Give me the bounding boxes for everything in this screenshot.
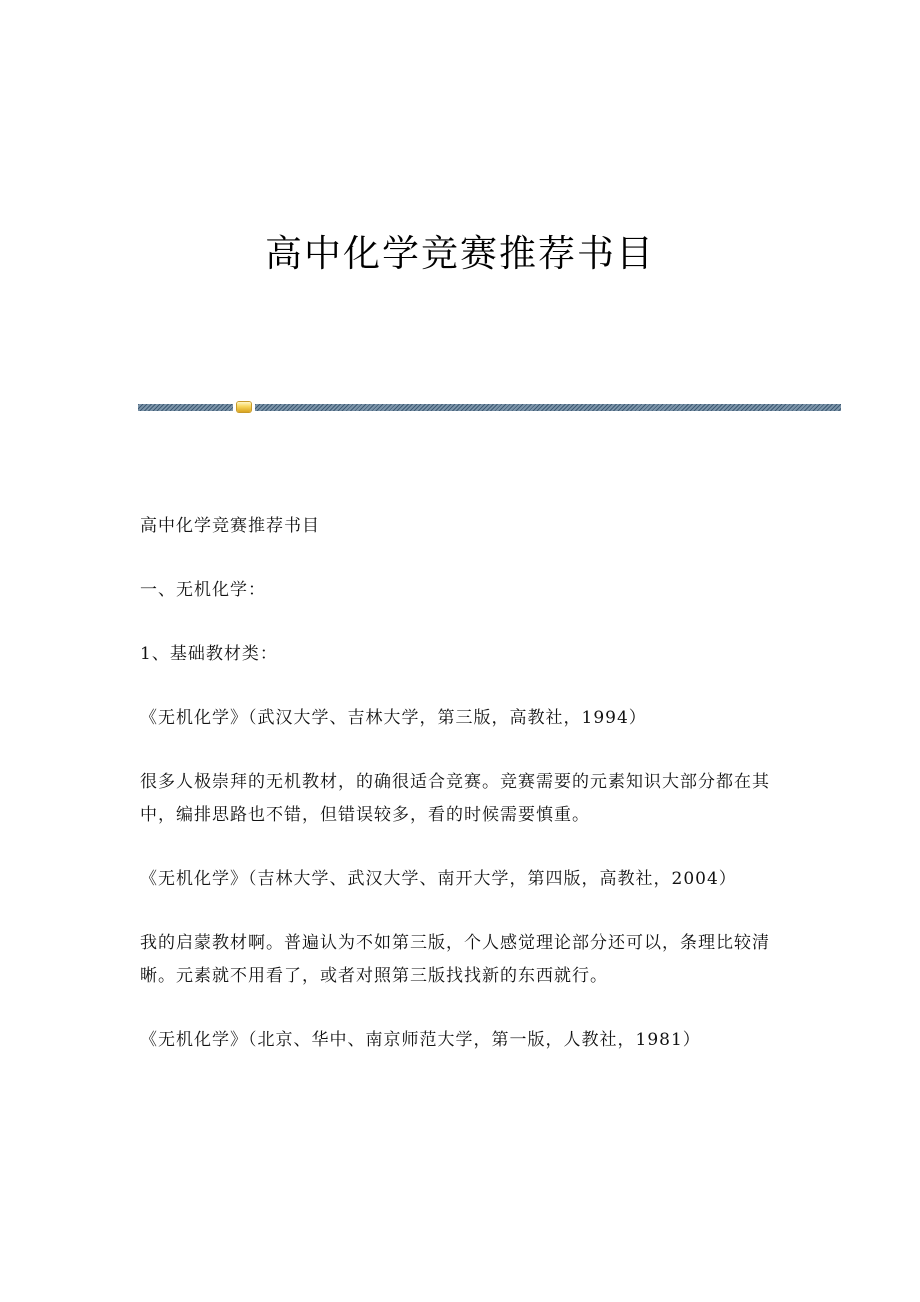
book-entry: 《无机化学》（武汉大学、吉林大学，第三版，高教社，1994） <box>140 708 647 728</box>
book-entry: 《无机化学》（吉林大学、武汉大学、南开大学，第四版，高教社，2004） <box>140 869 737 889</box>
divider-bar-right <box>255 404 841 411</box>
section-heading-inorganic: 一、无机化学： <box>140 580 266 600</box>
book-entry: 《无机化学》（北京、华中、南京师范大学，第一版，人教社，1981） <box>140 1030 701 1050</box>
book-comment: 我的启蒙教材啊。普遍认为不如第三版，个人感觉理论部分还可以，条理比较清晰。元素就不用看了，或者对照第三版找找新的东西就行。 <box>140 933 770 986</box>
document-body <box>140 510 785 1057</box>
body-heading: 高中化学竞赛推荐书目 <box>140 516 320 536</box>
book-comment: 很多人极崇拜的无机教材，的确很适合竞赛。竞赛需要的元素知识大部分都在其中，编排思路也不错，但错误较多，看的时候需要慎重。 <box>140 772 770 825</box>
title-divider <box>138 402 841 412</box>
subsection-heading-basic-textbooks: 1、基础教材类： <box>140 644 278 664</box>
document-title: 高中化学竞赛推荐书目 <box>265 232 655 275</box>
divider-ornament-icon <box>237 402 251 412</box>
divider-bar-left <box>138 404 233 411</box>
